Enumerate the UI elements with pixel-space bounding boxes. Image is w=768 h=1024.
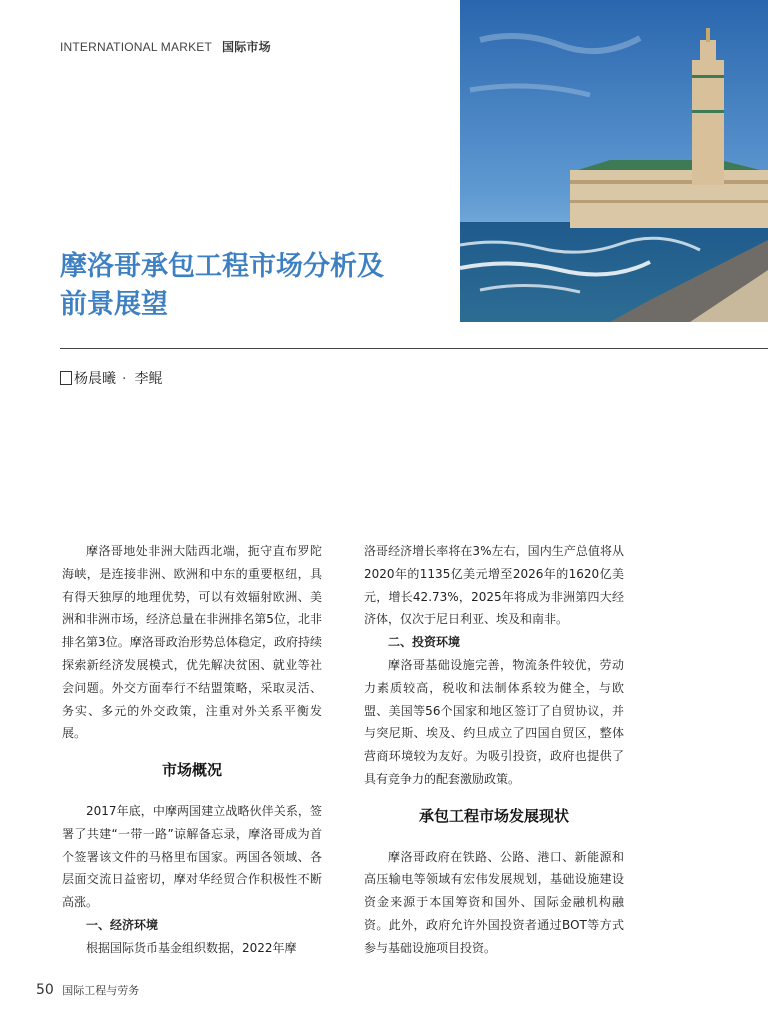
mosque-coast-photo [460, 0, 768, 322]
right-column [364, 540, 624, 960]
investment-paragraph: 摩洛哥基础设施完善，物流条件较优，劳动力素质较高，税收和法制体系较为健全，与欧盟、美国等56个国家和地区签订了自贸协议，并与突尼斯、埃及、约旦成立了四国自贸区，整体营商环境较为友好。为吸引投资，政府也提供了具有竞争力的配套激励政策。 [364, 657, 624, 786]
section-heading-contracting: 承包工程市场发展现状 [418, 806, 569, 825]
author-first: 杨晨曦 [74, 371, 116, 387]
article-title-line-2: 前景展望 [60, 289, 168, 320]
economy-paragraph-start: 根据国际货币基金组织数据，2022年摩 [86, 940, 297, 955]
left-column [62, 540, 322, 960]
publication-name: 国际工程与劳务 [62, 984, 140, 997]
page-number: 50 [36, 982, 54, 998]
article-title-line-1: 摩洛哥承包工程市场分析及 [60, 251, 384, 282]
title-divider [60, 348, 768, 349]
market-paragraph: 2017年底，中摩两国建立战略伙伴关系，签署了共建“一带一路”谅解备忘录，摩洛哥成为首个签署该文件的马格里布国家。两国各领域、各层面交流日益密切，摩对华经贸合作积极性不断高涨。 [62, 803, 322, 910]
subheading-investment: 二、投资环境 [388, 635, 461, 650]
page-footer [36, 982, 139, 998]
mosque-coast-illustration [460, 0, 768, 322]
section-header-en: INTERNATIONAL MARKET [60, 40, 213, 54]
economy-paragraph-continued: 洛哥经济增长率将在3%左右，国内生产总值将从2020年的1135亿美元增至2026年的1620亿美元，增长42.73%，2025年将成为非洲第四大经济体，仅次于尼日利亚、埃及和南非。 [364, 544, 624, 627]
author-separator: · [122, 371, 127, 387]
section-header [60, 38, 271, 55]
subheading-economy: 一、经济环境 [86, 917, 159, 932]
authors-line [60, 368, 162, 388]
section-header-cn: 国际市场 [222, 40, 271, 54]
section-heading-market: 市场概况 [161, 761, 222, 780]
author-second: 李鲲 [134, 371, 163, 387]
intro-paragraph: 摩洛哥地处非洲大陆西北端，扼守直布罗陀海峡，是连接非洲、欧洲和中东的重要枢纽，具有得天独厚的地理优势，可以有效辐射欧洲、美洲和非洲市场，经济总量在非洲排名第5位，北非排名第3位。摩洛哥政治形势总体稳定，政府持续探索新经济发展模式，优先解决贫困、就业等社会问题。外交方面奉行不结盟策略，采取灵活、务实、多元的外交政策，注重对外关系平衡发展。 [62, 544, 322, 741]
article-title [60, 248, 440, 324]
author-box-icon [60, 371, 72, 385]
contracting-paragraph: 摩洛哥政府在铁路、公路、港口、新能源和高压输电等领域有宏伟发展规划，基础设施建设资金来源于本国筹资和国外、国际金融机构融资。此外，政府允许外国投资者通过BOT等方式参与基础设施项目投资。 [364, 849, 624, 955]
